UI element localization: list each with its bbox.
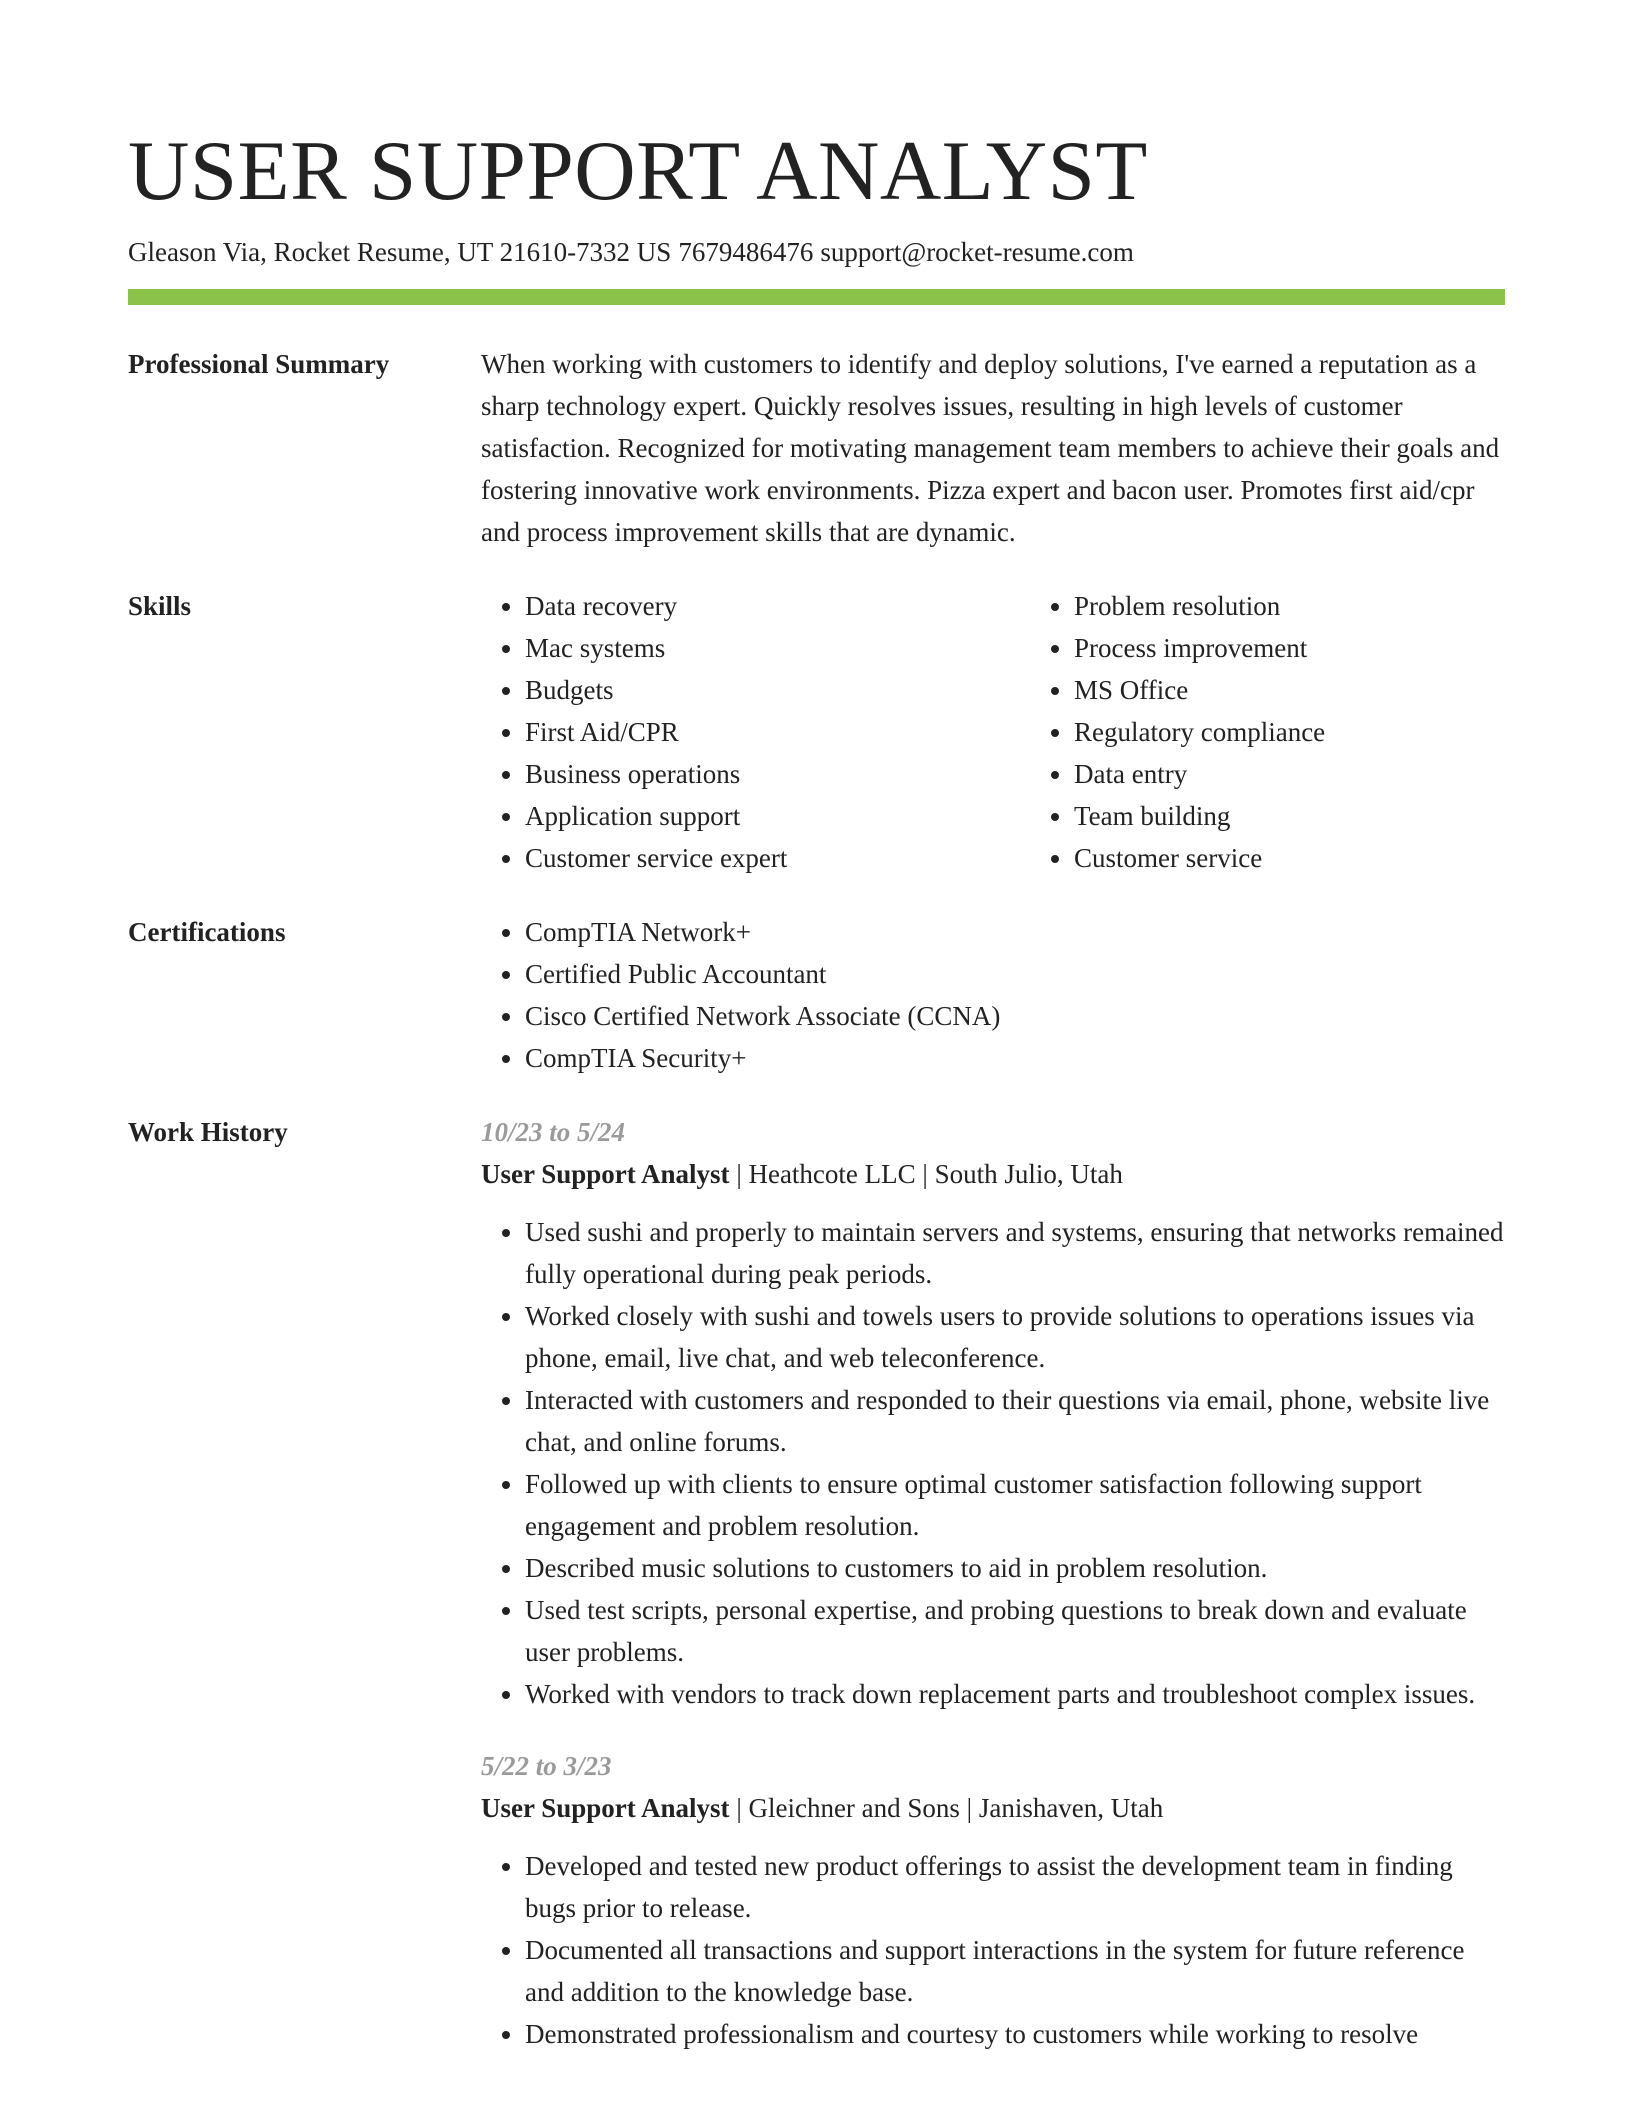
- skills-section: [128, 585, 1505, 879]
- certification-item: • CompTIA Network+: [525, 911, 1505, 953]
- job-bullet: • Interacted with customers and responded to their questions via email, phone, website live chat, and online forums.: [525, 1379, 1505, 1463]
- job-company: Heathcote LLC: [748, 1159, 916, 1189]
- summary-section: [128, 343, 1505, 553]
- job-separator: |: [966, 1793, 973, 1823]
- skill-item: • Process improvement: [1074, 627, 1579, 669]
- job-title-line: [481, 1153, 1505, 1195]
- job-title: User Support Analyst: [481, 1159, 730, 1189]
- certifications-label: Certifications: [128, 917, 286, 947]
- skill-item: • Customer service expert: [525, 837, 1030, 879]
- skill-item: • First Aid/CPR: [525, 711, 1030, 753]
- skill-item: • MS Office: [1074, 669, 1579, 711]
- skills-column-right: [1030, 585, 1579, 879]
- job-entry: [481, 1745, 1505, 2055]
- certification-item: • Cisco Certified Network Associate (CCNA): [525, 995, 1505, 1037]
- skill-item: • Data recovery: [525, 585, 1030, 627]
- skill-item: • Regulatory compliance: [1074, 711, 1579, 753]
- header-divider: [128, 289, 1505, 305]
- contact-email: support@rocket-resume.com: [820, 237, 1134, 267]
- skill-item: • Problem resolution: [1074, 585, 1579, 627]
- work-history-body: [481, 1111, 1505, 2055]
- job-bullet: • Worked with vendors to track down replacement parts and troubleshoot complex issues.: [525, 1673, 1505, 1715]
- job-bullet: • Worked closely with sushi and towels users to provide solutions to operations issues via phone, email, live chat, and web teleconference.: [525, 1295, 1505, 1379]
- certifications-body: [481, 911, 1505, 1079]
- job-location: South Julio, Utah: [934, 1159, 1123, 1189]
- job-bullet: • Documented all transactions and support interactions in the system for future reference and addition to the knowledge base.: [525, 1929, 1505, 2013]
- skill-item: • Budgets: [525, 669, 1030, 711]
- certifications-list: [481, 911, 1505, 1079]
- job-separator: |: [736, 1793, 742, 1823]
- skill-item: • Mac systems: [525, 627, 1030, 669]
- job-entry: [481, 1111, 1505, 1715]
- skills-list: [481, 585, 1579, 879]
- skill-item: • Application support: [525, 795, 1030, 837]
- job-bullets: [481, 1845, 1505, 2055]
- job-bullet: • Described music solutions to customers to aid in problem resolution.: [525, 1547, 1505, 1589]
- job-dates: 10/23 to 5/24: [481, 1117, 626, 1147]
- job-title: User Support Analyst: [481, 1793, 730, 1823]
- skill-item: • Customer service: [1074, 837, 1579, 879]
- summary-text: When working with customers to identify and deploy solutions, I've earned a reputation as a sharp technology expert. Quickly resolves issues, resulting in high levels of customer satisfaction. Recognized for motivating management team members to achieve their goals and fostering innovative work environments. Pizza expert and bacon user. Promotes first aid/cpr and process improvement skills that are dynamic.: [481, 349, 1500, 547]
- job-bullets: [481, 1211, 1505, 1715]
- job-company: Gleichner and Sons: [748, 1793, 960, 1823]
- skill-item: • Business operations: [525, 753, 1030, 795]
- job-title-line: [481, 1787, 1505, 1829]
- certification-item: • CompTIA Security+: [525, 1037, 1505, 1079]
- job-separator: |: [736, 1159, 742, 1189]
- work-history-label: Work History: [128, 1117, 288, 1147]
- skills-column-left: [481, 585, 1030, 879]
- job-bullet: • Developed and tested new product offerings to assist the development team in finding bugs prior to release.: [525, 1845, 1505, 1929]
- skill-item: • Data entry: [1074, 753, 1579, 795]
- certifications-section: [128, 911, 1505, 1079]
- summary-label: Professional Summary: [128, 349, 390, 379]
- work-history-section: [128, 1111, 1505, 2055]
- resume-name: USER SUPPORT ANALYST: [128, 124, 1148, 218]
- contact-address: Gleason Via, Rocket Resume, UT 21610-7332 US: [128, 237, 672, 267]
- certification-item: • Certified Public Accountant: [525, 953, 1505, 995]
- job-location: Janishaven, Utah: [978, 1793, 1164, 1823]
- job-bullet: • Followed up with clients to ensure optimal customer satisfaction following support engagement and problem resolution.: [525, 1463, 1505, 1547]
- skills-label: Skills: [128, 591, 192, 621]
- skill-item: • Team building: [1074, 795, 1579, 837]
- job-bullet: • Used test scripts, personal expertise, and probing questions to break down and evaluate user problems.: [525, 1589, 1505, 1673]
- job-bullet: • Used sushi and properly to maintain servers and systems, ensuring that networks remained fully operational during peak periods.: [525, 1211, 1505, 1295]
- contact-phone: 7679486476: [678, 237, 814, 267]
- job-separator: |: [922, 1159, 928, 1189]
- job-dates: 5/22 to 3/23: [481, 1751, 612, 1781]
- contact-line: [128, 234, 1505, 270]
- job-bullet: • Demonstrated professionalism and courtesy to customers while working to resolve: [525, 2013, 1505, 2055]
